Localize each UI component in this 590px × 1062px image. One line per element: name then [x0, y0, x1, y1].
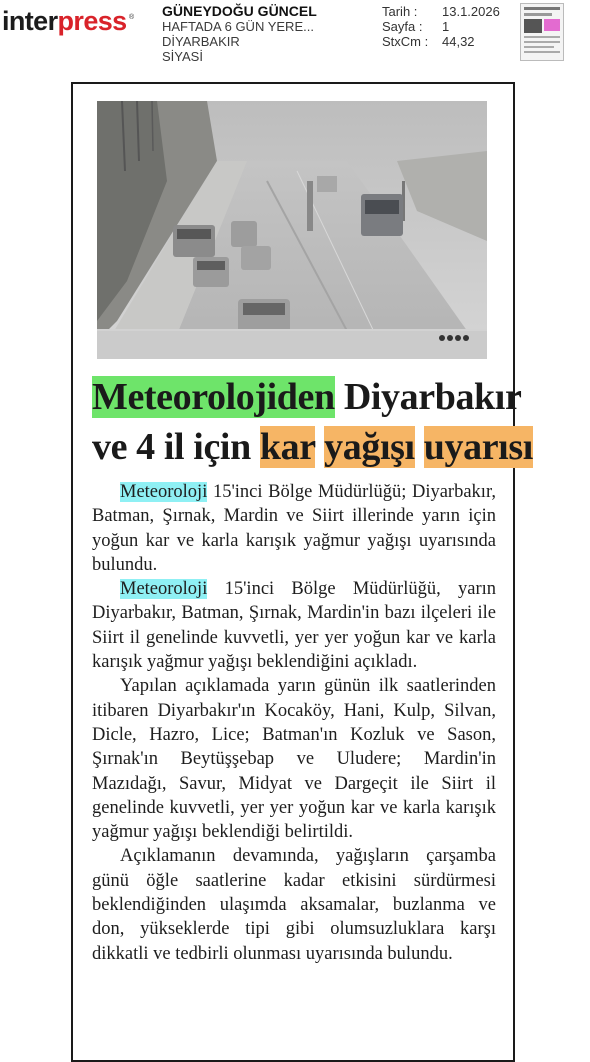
publication-frequency: HAFTADA 6 GÜN YERE...	[162, 19, 314, 34]
meta-row-date	[382, 4, 500, 19]
interpress-logo	[2, 5, 134, 37]
headline-text: ve 4 il için	[92, 426, 260, 468]
publication-section: SİYASİ	[162, 49, 203, 64]
headline-keyword-kar: kar	[259, 426, 316, 468]
article-paragraph-1	[92, 480, 496, 577]
article-paragraph-4: Açıklamanın devamında, yağışların çarşamba günü öğle saatlerine kadar etkisini sürdürmesi beklendiğinden ulaşımda aksamalar, buzlanma ve don, yükseklerde tipi gibi olumsuzluklara karşı dikkatli ve tedbirli olunması uyarısında bulundu.	[92, 846, 496, 964]
keyword-highlight-meteoroloji: Meteoroloji	[120, 482, 208, 502]
keyword-highlight-meteoroloji: Meteoroloji	[120, 579, 208, 600]
meta-value: 44,32	[442, 34, 475, 49]
meta-value: 13.1.2026	[442, 4, 500, 19]
headline	[92, 372, 533, 472]
meta-value: 1	[442, 19, 450, 34]
headline-keyword-meteorolojiden: Meteorolojiden	[92, 376, 335, 418]
meta-label: Tarih :	[382, 4, 418, 19]
article-paragraph-3: Yapılan açıklamada yarın günün ilk saatlerinden itibaren Diyarbakır'ın Kocaköy, Hani, Kulp, Silvan, Dicle, Hazro, Lice; Batman'ın Kozluk ve Sason, Şırnak'ın Beytüşşebap ve Uludere; Mardin'in Mazıdağı, Savur, Midyat ve Dargeçit ile Siirt il genelinde kuvvetli, yer yer yoğun kar ve karla karışık yağmur yağışı beklendiği belirtildi.	[92, 676, 496, 843]
article-paragraph-2	[92, 577, 496, 674]
meta-label: Sayfa :	[382, 19, 423, 34]
headline-keyword-uyarisi: uyarısı	[423, 426, 533, 468]
registered-mark: ®	[129, 14, 134, 21]
headline-keyword-yagisi: yağışı	[324, 426, 415, 468]
page-thumbnail[interactable]	[520, 3, 564, 61]
headline-line-1	[92, 372, 522, 422]
publication-city: DİYARBAKIR	[162, 34, 240, 49]
meta-row-page	[382, 19, 500, 34]
meta-label: StxCm :	[382, 34, 429, 49]
publication-info	[162, 4, 317, 64]
news-photo-snowy-highway	[97, 101, 487, 359]
paragraph-text: 15'inci Bölge Müdürlüğü, yarın Diyarbakır, Batman, Şırnak, Mardin'in bazı ilçeleri ile Siirt il genelinde kuvvetli, yer yer yoğun kar ve karla karışık yağmur yağışı beklendiğini açıkladı.	[92, 579, 496, 673]
headline-line-2	[92, 422, 533, 472]
logo-text-press: press	[57, 6, 127, 36]
headline-text: Diyarbakır	[334, 376, 522, 418]
paragraph-text: 15'inci Bölge Müdürlüğü; Diyarbakır, Batman, Şırnak, Mardin ve Siirt illerinde yarın için yoğun kar ve karla karışık yağmur yağışı uyarısında bulundu.	[92, 482, 496, 575]
clipping-meta	[382, 4, 500, 49]
publication-name: GÜNEYDOĞU GÜNCEL	[162, 3, 317, 19]
article-body	[92, 480, 496, 966]
meta-row-stxcm	[382, 34, 500, 49]
logo-text-inter: inter	[2, 6, 58, 36]
